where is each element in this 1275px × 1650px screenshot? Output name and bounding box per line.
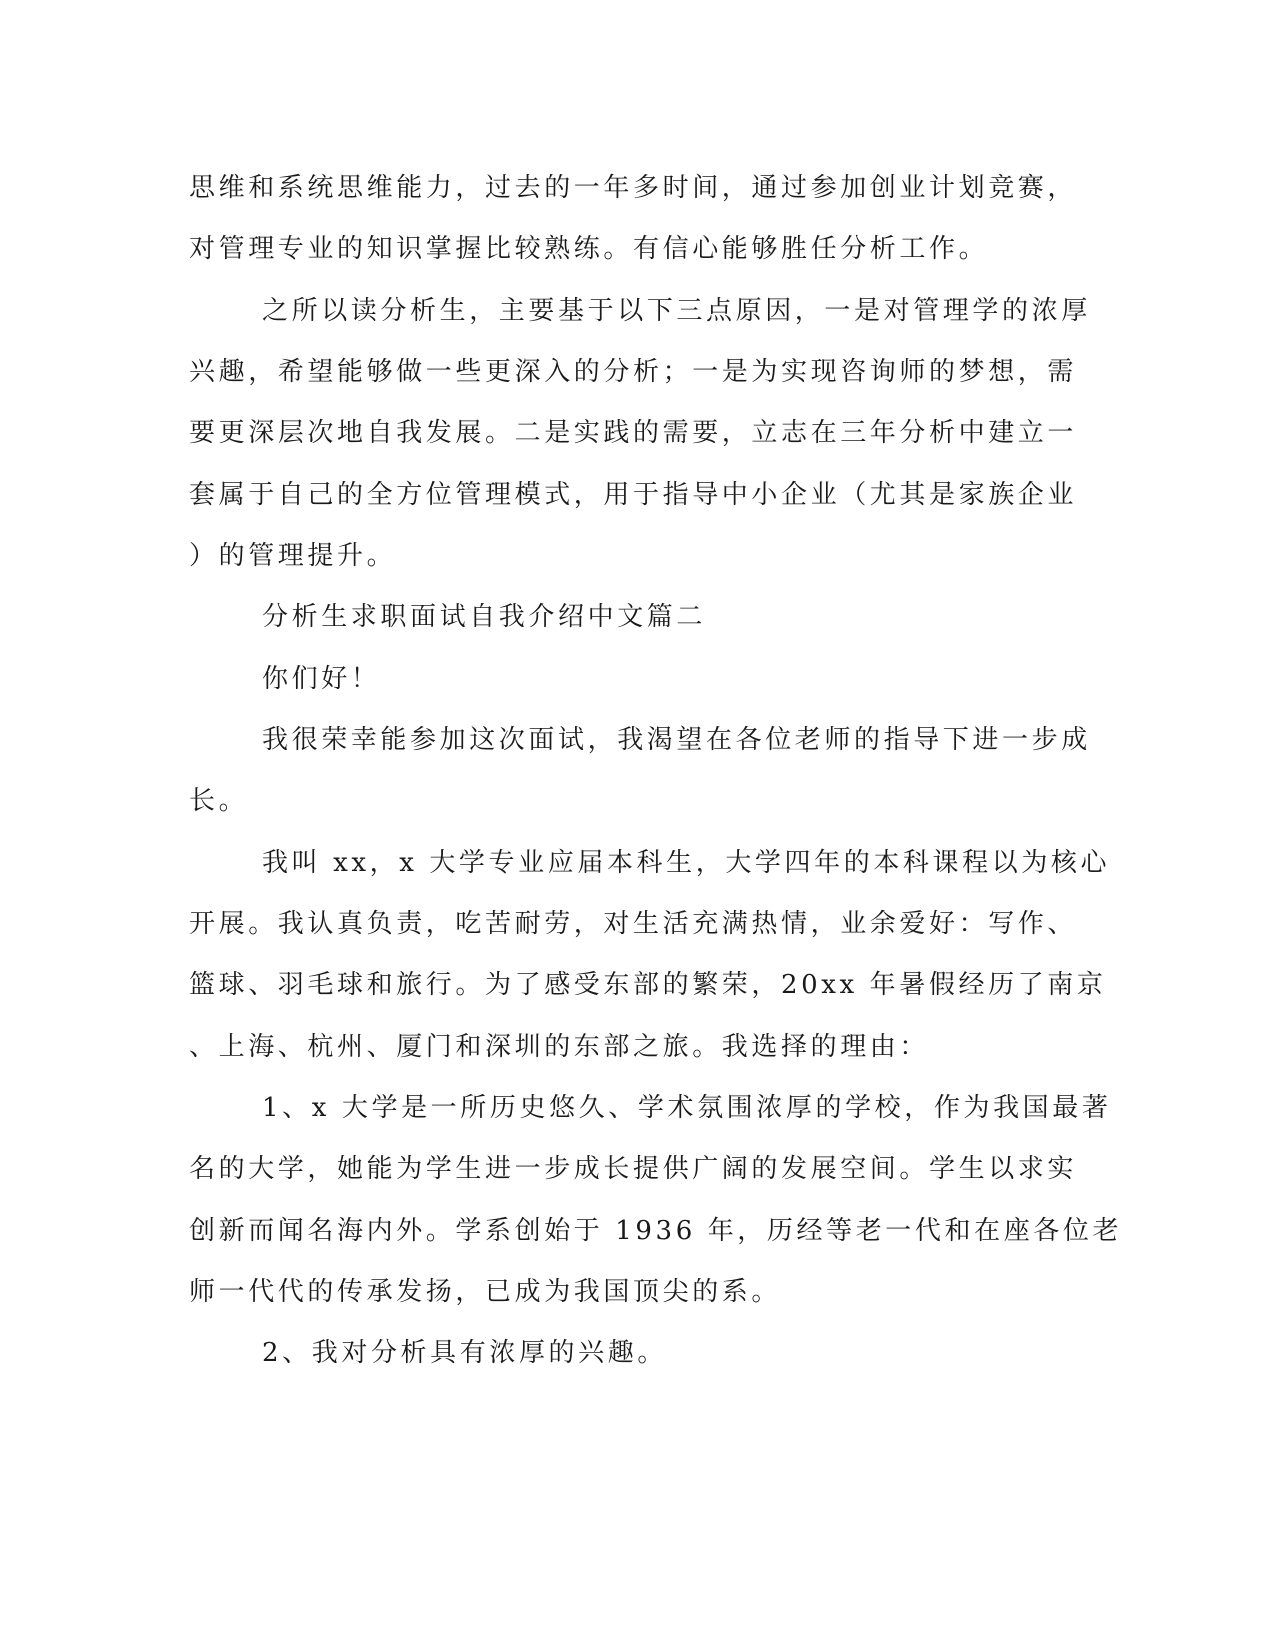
paragraph-start-line: 之所以读分析生，主要基于以下三点原因，一是对管理学的浓厚 [262,296,1091,326]
section-heading: 分析生求职面试自我介绍中文篇二 [262,602,707,632]
text-line: 思维和系统思维能力，过去的一年多时间，通过参加创业计划竞赛， [189,173,1078,203]
list-item-2: 2、我对分析具有浓厚的兴趣。 [262,1338,667,1368]
text-line: 开展。我认真负责，吃苦耐劳，对生活充满热情，业余爱好：写作、 [189,909,1078,939]
text-line: 名的大学，她能为学生进一步成长提供广阔的发展空间。学生以求实 [189,1154,1078,1184]
text-line: 师一代代的传承发扬，已成为我国顶尖的系。 [189,1277,782,1307]
text-line: 兴趣，希望能够做一些更深入的分析；一是为实现咨询师的梦想，需 [189,357,1078,387]
text-line: ）的管理提升。 [189,541,397,571]
text-line: 创新而闻名海内外。学系创始于 1936 年，历经等老一代和在座各位老 [189,1216,1123,1246]
paragraph-start-line: 我叫 xx，x 大学专业应届本科生，大学四年的本科课程以为核心 [262,848,1111,878]
text-line: 、上海、杭州、厦门和深圳的东部之旅。我选择的理由： [189,1032,930,1062]
list-item-1-start: 1、x 大学是一所历史悠久、学术氛围浓厚的学校，作为我国最著 [262,1093,1112,1123]
text-line: 长。 [189,786,249,816]
text-line: 篮球、羽毛球和旅行。为了感受东部的繁荣，20xx 年暑假经历了南京 [189,970,1107,1000]
text-line: 对管理专业的知识掌握比较熟练。有信心能够胜任分析工作。 [189,234,989,264]
text-line: 要更深层次地自我发展。二是实践的需要，立志在三年分析中建立一 [189,418,1078,448]
greeting-line: 你们好！ [262,664,381,694]
text-line: 套属于自己的全方位管理模式，用于指导中小企业（尤其是家族企业 [189,480,1078,510]
paragraph-start-line: 我很荣幸能参加这次面试，我渴望在各位老师的指导下进一步成 [262,725,1091,755]
